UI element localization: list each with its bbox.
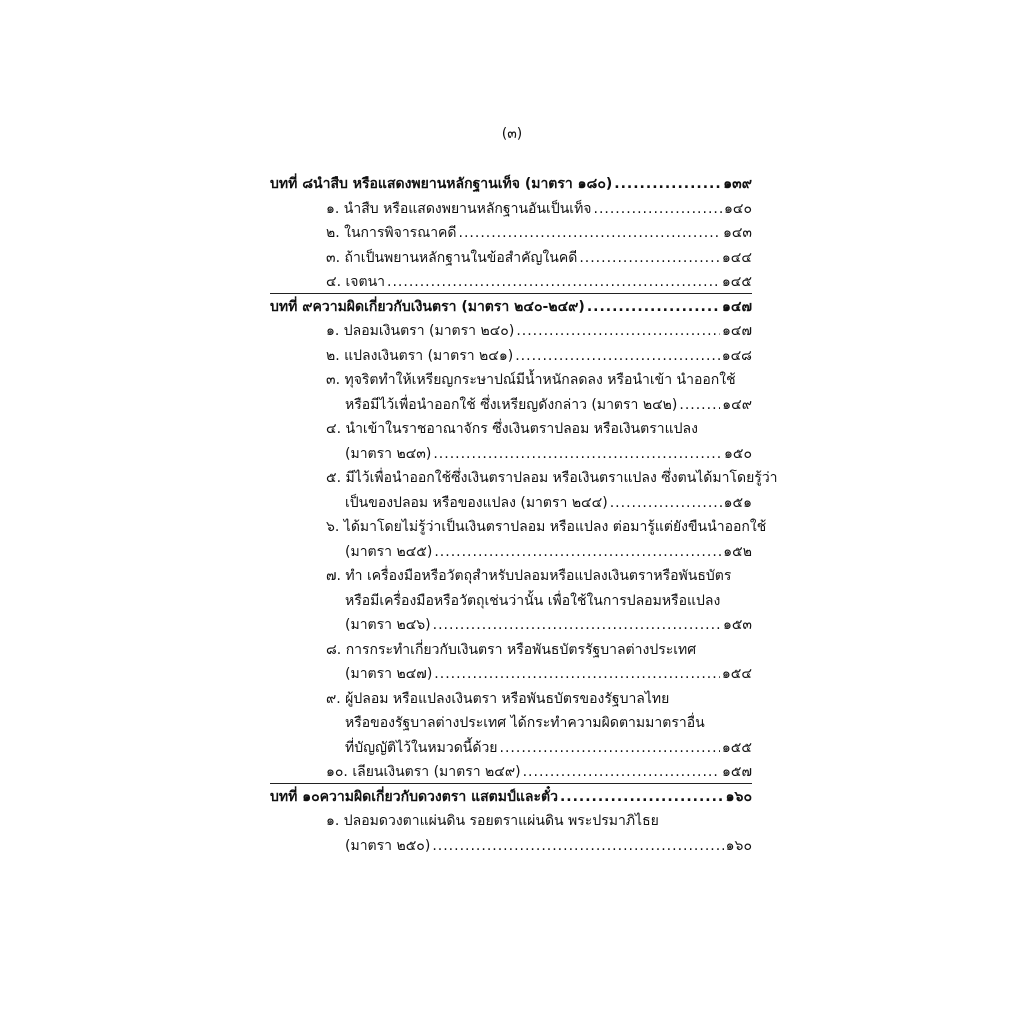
toc-entry — [345, 835, 752, 858]
toc-chapter — [270, 786, 752, 809]
chapter-number: บทที่ ๙ — [270, 298, 313, 315]
toc-entry — [326, 467, 778, 490]
entry-title: นำสืบ หรือแสดงพยานหลักฐานเท็จ (มาตรา ๑๘๐) — [313, 176, 613, 192]
entry-title: ๗. ทำ เครื่องมือหรือวัตถุสำหรับปลอมหรือแปลงเงินตราหรือพันธบัตร — [326, 568, 732, 584]
entry-title: ๒. ในการพิจารณาคดี — [326, 225, 457, 241]
toc-entry — [326, 345, 752, 368]
dot-leader — [614, 173, 721, 196]
entry-page-number: ๑๖๐ — [725, 837, 752, 854]
toc-entry — [326, 810, 752, 833]
toc-entry — [345, 712, 752, 735]
entry-title: ๕. มีไว้เพื่อนำออกใช้ซึ่งเงินตราปลอม หรือเงินตราแปลง ซึ่งตนได้มาโดยรู้ว่า — [326, 470, 778, 486]
dot-leader — [560, 786, 724, 809]
toc-entry — [345, 614, 752, 637]
entry-page-number: ๑๔๔ — [721, 249, 752, 266]
entry-page-number: ๑๔๘ — [721, 347, 752, 364]
dot-leader — [434, 541, 721, 564]
entry-page-number: ๑๕๕ — [721, 739, 752, 756]
entry-page-number: ๑๕๒ — [723, 543, 752, 560]
entry-page-number: ๑๔๙ — [722, 396, 752, 413]
entry-title: ๒. แปลงเงินตรา (มาตรา ๒๔๑) — [326, 347, 514, 364]
dot-leader — [610, 492, 722, 515]
page-number: (๓) — [501, 126, 523, 142]
toc-entry — [326, 198, 752, 221]
dot-leader — [515, 345, 719, 368]
dot-leader — [579, 247, 720, 270]
toc-entry — [326, 271, 752, 294]
toc-entry — [326, 320, 752, 343]
entry-title: หรือมีไว้เพื่อนำออกใช้ ซึ่งเหรียญดังกล่าว (มาตรา ๒๔๒) — [345, 396, 678, 413]
dot-leader — [500, 737, 720, 760]
toc-entry — [345, 492, 752, 515]
dot-leader — [679, 394, 720, 417]
entry-page-number: ๑๕๔ — [721, 666, 752, 682]
chapter-number: บทที่ ๑๐ — [270, 788, 320, 805]
entry-page-number: ๑๔๕ — [721, 274, 752, 290]
dot-leader — [433, 614, 721, 637]
entry-title: ๙. ผู้ปลอม หรือแปลงเงินตรา หรือพันธบัตรของรัฐบาลไทย — [326, 690, 670, 707]
entry-title: ความผิดเกี่ยวกับดวงตรา แสตมป์และตั๋ว — [319, 788, 558, 805]
chapter-number: บทที่ ๘ — [270, 176, 314, 192]
entry-title: ๑. ปลอมเงินตรา (มาตรา ๒๔๐) — [326, 323, 515, 339]
chapter-divider — [270, 293, 752, 294]
toc-entry — [326, 222, 752, 245]
entry-title: หรือของรัฐบาลต่างประเทศ ได้กระทำความผิดตามมาตราอื่น — [345, 715, 705, 731]
toc-entry — [345, 663, 752, 686]
toc-entry — [345, 737, 752, 760]
entry-title: (มาตรา ๒๔๖) — [345, 617, 431, 633]
dot-leader — [459, 222, 721, 245]
toc-entry — [326, 761, 752, 784]
toc-entry — [345, 541, 752, 564]
chapter-divider — [270, 783, 752, 784]
dot-leader — [432, 835, 723, 858]
entry-page-number: ๑๕๓ — [722, 617, 752, 633]
entry-title: ๑. ปลอมดวงตาแผ่นดิน รอยตราแผ่นดิน พระปรมาภิไธย — [326, 813, 659, 829]
entry-title: (มาตรา ๒๔๓) — [345, 445, 432, 462]
dot-leader — [433, 443, 722, 466]
toc-entry — [326, 516, 767, 539]
entry-title: (มาตรา ๒๕๐) — [345, 837, 431, 854]
toc-entry — [326, 688, 752, 711]
entry-title: หรือมีเครื่องมือหรือวัตถุเช่นว่านั้น เพื่อใช้ในการปลอมหรือแปลง — [345, 592, 721, 609]
toc-entry — [345, 443, 752, 466]
entry-page-number: ๑๖๐ — [725, 788, 752, 805]
dot-leader — [434, 663, 720, 686]
entry-page-number: ๑๕๐ — [723, 445, 752, 462]
toc-entry — [345, 590, 752, 613]
entry-title: ๓. ถ้าเป็นพยานหลักฐานในข้อสำคัญในคดี — [326, 249, 578, 266]
entry-title: ๘. การกระทำเกี่ยวกับเงินตรา หรือพันธบัตรรัฐบาลต่างประเทศ — [326, 641, 697, 658]
entry-page-number: ๑๔๗ — [721, 323, 752, 339]
toc-chapter — [270, 296, 752, 319]
dot-leader — [594, 198, 722, 221]
toc-entry — [326, 639, 752, 662]
entry-title: ที่บัญญัติไว้ในหมวดนี้ด้วย — [345, 739, 498, 756]
toc-entry — [326, 418, 752, 441]
toc-entry — [326, 247, 752, 270]
entry-title: เป็นของปลอม หรือของแปลง (มาตรา ๒๔๔) — [345, 494, 608, 511]
entry-page-number: ๑๔๗ — [721, 298, 752, 315]
dot-leader — [587, 296, 720, 319]
dot-leader — [523, 761, 720, 784]
entry-title: ๖. ได้มาโดยไม่รู้ว่าเป็นเงินตราปลอม หรือแปลง ต่อมารู้แต่ยังขืนนำออกใช้ — [326, 519, 767, 535]
entry-title: ๑๐. เลียนเงินตรา (มาตรา ๒๔๙) — [326, 764, 521, 780]
entry-title: ๔. เจตนา — [326, 274, 386, 290]
dot-leader — [516, 320, 720, 343]
entry-page-number: ๑๔๐ — [723, 200, 752, 217]
toc-entry — [326, 369, 752, 392]
entry-title: (มาตรา ๒๔๕) — [345, 543, 433, 560]
toc-entry — [345, 394, 752, 417]
entry-page-number: ๑๕๗ — [721, 764, 752, 780]
dot-leader — [387, 271, 720, 294]
entry-title: (มาตรา ๒๔๗) — [345, 666, 433, 682]
entry-title: ความผิดเกี่ยวกับเงินตรา (มาตรา ๒๔๐-๒๔๙) — [312, 298, 585, 315]
entry-title: ๔. นำเข้าในราชอาณาจักร ซึ่งเงินตราปลอม หรือเงินตราแปลง — [326, 421, 698, 437]
entry-title: ๓. ทุจริตทำให้เหรียญกระษาปณ์มีน้ำหนักลดลง หรือนำเข้า นำออกใช้ — [326, 372, 736, 388]
entry-page-number: ๑๓๙ — [723, 176, 752, 192]
entry-page-number: ๑๕๑ — [723, 494, 752, 511]
toc-entry — [326, 565, 752, 588]
entry-title: ๑. นำสืบ หรือแสดงพยานหลักฐานอันเป็นเท็จ — [326, 200, 592, 217]
toc-chapter — [270, 173, 752, 196]
entry-page-number: ๑๔๓ — [722, 225, 752, 241]
